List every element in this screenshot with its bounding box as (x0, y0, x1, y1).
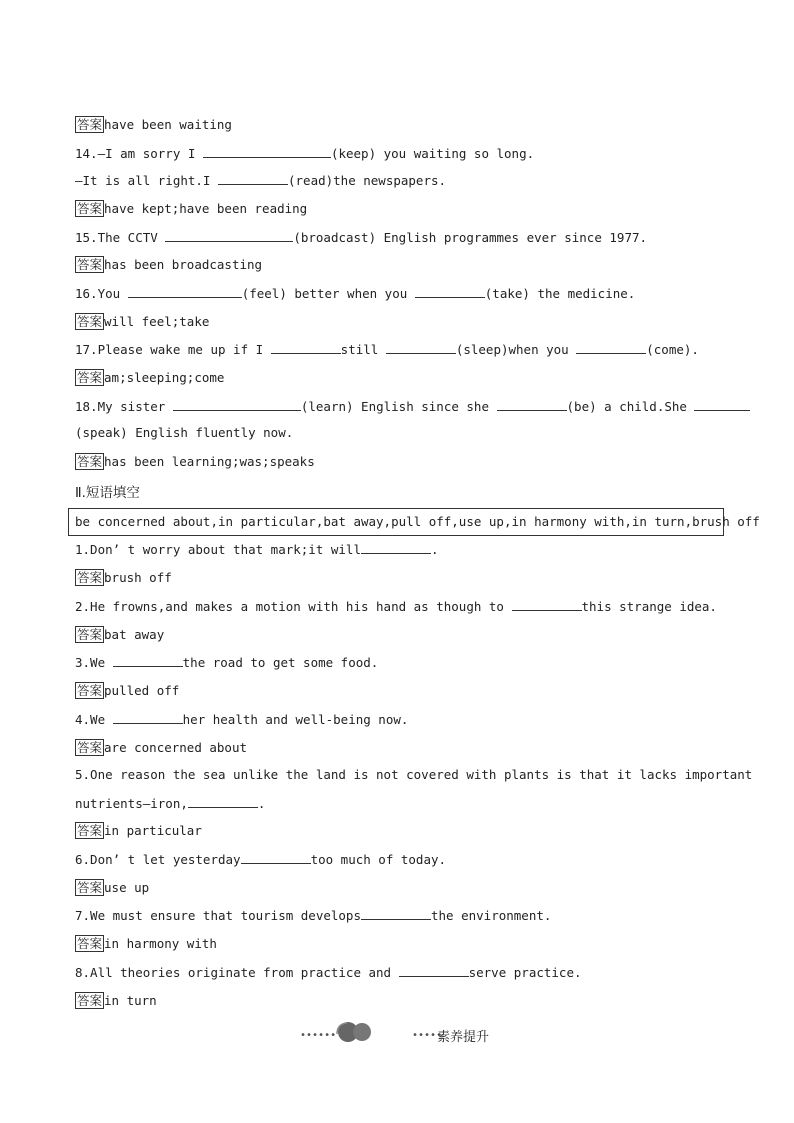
answer-text: have been waiting (104, 117, 232, 132)
question-line (75, 711, 408, 728)
answer-text: am;sleeping;come (104, 370, 225, 385)
answer-label: 答案 (77, 454, 103, 469)
question-text: 4.We (75, 712, 113, 727)
footer-dots-right: ••••• (412, 1030, 443, 1041)
question-text: (feel) better when you (241, 286, 415, 301)
question-line (75, 172, 446, 189)
answer-blank (361, 541, 431, 554)
question-text: 16.You (75, 286, 128, 301)
answer-blank (218, 172, 288, 185)
question-line (75, 145, 534, 162)
question-text: this strange idea. (581, 599, 717, 614)
answer-label: 答案 (77, 117, 103, 132)
question-text: 6.Don’ t let yesterday (75, 852, 241, 867)
question-text: (sleep)when you (455, 342, 577, 357)
question-text: (come). (646, 342, 699, 357)
question-text: 2.He frowns,and makes a motion with his hand as though to (75, 599, 512, 614)
question-line (75, 285, 635, 302)
answer-text: in harmony with (104, 936, 217, 951)
answer-line (75, 369, 224, 386)
answer-blank (173, 398, 301, 411)
answer-label: 答案 (77, 740, 103, 755)
footer-banner (300, 1020, 520, 1044)
answer-blank (415, 285, 485, 298)
answer-label: 答案 (77, 570, 103, 585)
question-text: 14.—I am sorry I (75, 146, 203, 161)
answer-blank (271, 341, 341, 354)
answer-label: 答案 (77, 370, 103, 385)
answer-blank (188, 795, 258, 808)
answer-blank (128, 285, 242, 298)
answer-text: in turn (104, 993, 157, 1008)
answer-blank (694, 398, 750, 411)
answer-text: will feel;take (104, 314, 210, 329)
answer-blank (497, 398, 567, 411)
question-line (75, 654, 378, 671)
answer-blank (241, 851, 311, 864)
answer-line (75, 879, 149, 896)
question-line (75, 964, 582, 981)
answer-text: bat away (104, 627, 165, 642)
question-line (75, 541, 439, 558)
question-text: (speak) English fluently now. (75, 425, 294, 440)
footer-dots-left: •••••• (300, 1030, 337, 1041)
answer-text: pulled off (104, 683, 180, 698)
answer-line (75, 992, 157, 1009)
question-text: her health and well-being now. (182, 712, 409, 727)
answer-text: have kept;have been reading (104, 201, 308, 216)
answer-line (75, 116, 232, 133)
question-text: the environment. (430, 908, 552, 923)
question-text: . (430, 542, 439, 557)
answer-text: are concerned about (104, 740, 248, 755)
answer-blank (576, 341, 646, 354)
answer-blank (113, 654, 183, 667)
answer-label: 答案 (77, 201, 103, 216)
answer-blank (113, 711, 183, 724)
answer-text: in particular (104, 823, 202, 838)
answer-label: 答案 (77, 936, 103, 951)
answer-line (75, 626, 164, 643)
question-line (75, 229, 647, 246)
answer-label: 答案 (77, 683, 103, 698)
answer-text: has been broadcasting (104, 257, 263, 272)
question-text: (read)the newspapers. (288, 173, 447, 188)
question-text: nutrients—iron, (75, 796, 188, 811)
answer-line (75, 313, 209, 330)
question-text: 15.The CCTV (75, 230, 166, 245)
answer-line (75, 569, 172, 586)
answer-line (75, 739, 247, 756)
question-text: —It is all right.I (75, 173, 218, 188)
answer-text: has been learning;was;speaks (104, 454, 315, 469)
answer-label: 答案 (77, 993, 103, 1008)
question-text: (take) the medicine. (484, 286, 636, 301)
answer-line (75, 822, 202, 839)
question-text: still (340, 342, 386, 357)
question-line (75, 598, 717, 615)
answer-label: 答案 (77, 314, 103, 329)
footer-title: 素养提升 (437, 1030, 490, 1045)
question-line (75, 398, 750, 415)
question-text: 5.One reason the sea unlike the land is not covered with plants is that it lacks important (75, 767, 753, 782)
answer-line (75, 256, 262, 273)
answer-blank (399, 964, 469, 977)
answer-label: 答案 (77, 257, 103, 272)
phrase-box: be concerned about,in particular,bat away,pull off,use up,in harmony with,in turn,brush off (68, 508, 724, 536)
question-text: . (257, 796, 266, 811)
answer-line (75, 935, 217, 952)
answer-text: use up (104, 880, 150, 895)
answer-label: 答案 (77, 823, 103, 838)
question-text: (learn) English since she (300, 399, 497, 414)
question-text: 1.Don’ t worry about that mark;it will (75, 542, 361, 557)
question-line (75, 795, 265, 812)
answer-blank (512, 598, 582, 611)
question-text: too much of today. (310, 852, 447, 867)
question-line (75, 907, 551, 924)
answer-blank (386, 341, 456, 354)
answer-blank (165, 229, 293, 242)
question-text: serve practice. (468, 965, 582, 980)
question-text: 7.We must ensure that tourism develops (75, 908, 361, 923)
question-text: (be) a child.She (566, 399, 695, 414)
question-line (75, 767, 752, 783)
question-text: the road to get some food. (182, 655, 379, 670)
answer-line (75, 682, 179, 699)
answer-label: 答案 (77, 880, 103, 895)
answer-blank (203, 145, 331, 158)
question-text: (broadcast) English programmes ever since 1977. (293, 230, 648, 245)
question-line (75, 341, 699, 358)
answer-blank (361, 907, 431, 920)
question-line (75, 425, 293, 441)
answer-line (75, 453, 315, 470)
answer-line (75, 200, 307, 217)
footer-ornament-icon (333, 1020, 377, 1044)
question-text: 3.We (75, 655, 113, 670)
section-title: Ⅱ.短语填空 (75, 485, 140, 501)
question-text: 17.Please wake me up if I (75, 342, 271, 357)
question-line (75, 851, 446, 868)
answer-text: brush off (104, 570, 172, 585)
question-text: 18.My sister (75, 399, 173, 414)
question-text: (keep) you waiting so long. (330, 146, 535, 161)
question-text: 8.All theories originate from practice and (75, 965, 399, 980)
answer-label: 答案 (77, 627, 103, 642)
